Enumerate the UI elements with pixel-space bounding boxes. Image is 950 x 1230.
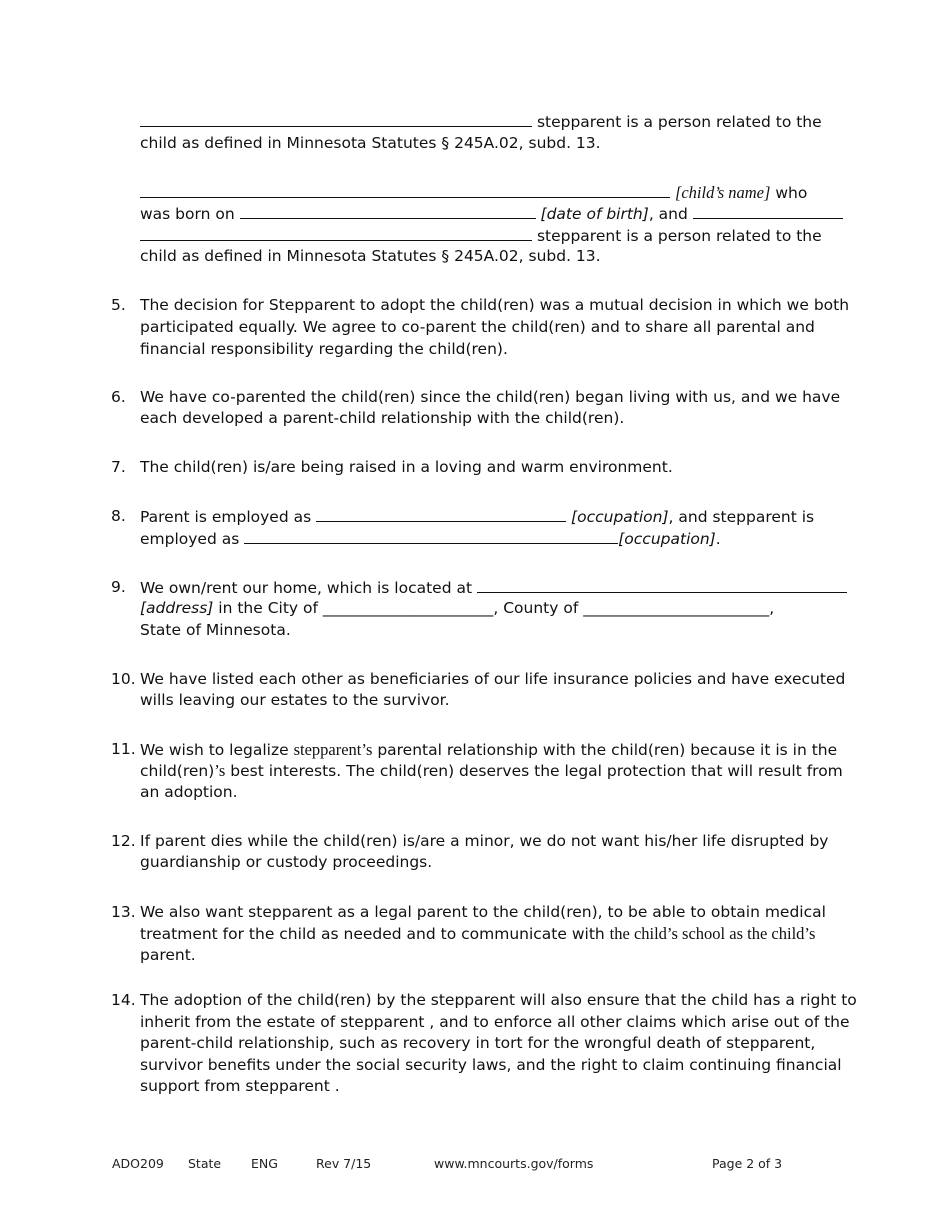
item-number: 8. bbox=[111, 507, 126, 525]
parent-occupation-blank[interactable] bbox=[316, 506, 566, 522]
item-14-line5: support from stepparent . bbox=[140, 1077, 340, 1095]
footer-state: State bbox=[188, 1156, 222, 1171]
footer-lang: ENG bbox=[251, 1156, 278, 1171]
footer-rev: Rev 7/15 bbox=[316, 1156, 372, 1171]
item-10-line1: We have listed each other as beneficiaries of our life insurance policies and have executed bbox=[140, 670, 846, 688]
item-number: 13. bbox=[111, 903, 136, 921]
item-12-line1: If parent dies while the child(ren) is/are a minor, we do not want his/her life disrupted by bbox=[140, 832, 829, 850]
block-b-line2: was born on [date of birth], and bbox=[140, 203, 843, 225]
item-number: 12. bbox=[111, 832, 136, 850]
item-number: 11. bbox=[111, 740, 136, 758]
footer-url[interactable]: www.mncourts.gov/forms bbox=[434, 1156, 594, 1171]
footer-page: Page 2 of 3 bbox=[712, 1156, 783, 1171]
item-number: 14. bbox=[111, 991, 136, 1009]
item-8-line2: employed as [occupation]. bbox=[140, 530, 721, 548]
block-a-line1: stepparent is a person related to the bbox=[140, 111, 822, 133]
item-13-line2: treatment for the child as needed and to communicate with the child’s school as the child’s bbox=[140, 924, 816, 943]
item-14-line3: parent-child relationship, such as recovery in tort for the wrongful death of stepparent, bbox=[140, 1034, 816, 1052]
child-name-blank[interactable] bbox=[140, 182, 670, 198]
item-11-line1: We wish to legalize stepparent’s parental relationship with the child(ren) because it is in the bbox=[140, 740, 838, 759]
date-of-birth-blank[interactable] bbox=[240, 203, 536, 219]
item-number: 10. bbox=[111, 670, 136, 688]
blank-line[interactable] bbox=[693, 203, 843, 219]
item-9-line2: [address] in the City of ______________________, County of ________________________, bbox=[140, 599, 775, 617]
item-9-line3: State of Minnesota. bbox=[140, 621, 291, 639]
address-blank[interactable] bbox=[477, 577, 847, 593]
blank-line[interactable] bbox=[140, 111, 532, 127]
footer-form-id: ADO209 bbox=[112, 1156, 164, 1171]
item-6-line2: each developed a parent-child relationship with the child(ren). bbox=[140, 409, 625, 427]
item-14-line4: survivor benefits under the social security laws, and the right to claim continuing financial bbox=[140, 1056, 842, 1074]
item-5-line3: financial responsibility regarding the child(ren). bbox=[140, 340, 508, 358]
block-b-line3: stepparent is a person related to the bbox=[140, 225, 822, 247]
stepparent-occupation-blank[interactable] bbox=[244, 528, 618, 544]
block-a-line2: child as defined in Minnesota Statutes § 245A.02, subd. 13. bbox=[140, 134, 601, 152]
item-5-line1: The decision for Stepparent to adopt the child(ren) was a mutual decision in which we both bbox=[140, 296, 850, 314]
blank-line[interactable] bbox=[140, 225, 532, 241]
block-b-line1: [child’s name] who bbox=[140, 182, 807, 204]
item-number: 5. bbox=[111, 296, 126, 314]
item-5-line2: participated equally. We agree to co-parent the child(ren) and to share all parental and bbox=[140, 318, 815, 336]
item-8-line1: Parent is employed as [occupation], and stepparent is bbox=[140, 508, 815, 526]
item-13-line1: We also want stepparent as a legal parent to the child(ren), to be able to obtain medical bbox=[140, 903, 826, 921]
item-10-line2: wills leaving our estates to the survivor. bbox=[140, 691, 450, 709]
item-14-line2: inherit from the estate of stepparent , and to enforce all other claims which arise out of the bbox=[140, 1013, 850, 1031]
item-14-line1: The adoption of the child(ren) by the stepparent will also ensure that the child has a right to bbox=[140, 991, 857, 1009]
item-9-line1: We own/rent our home, which is located at bbox=[140, 577, 847, 599]
item-11-line3: an adoption. bbox=[140, 783, 238, 801]
item-7-line1: The child(ren) is/are being raised in a loving and warm environment. bbox=[140, 458, 673, 476]
item-12-line2: guardianship or custody proceedings. bbox=[140, 853, 433, 871]
item-number: 9. bbox=[111, 578, 126, 596]
item-13-line3: parent. bbox=[140, 946, 196, 964]
block-b-line4: child as defined in Minnesota Statutes § 245A.02, subd. 13. bbox=[140, 247, 601, 265]
item-6-line1: We have co-parented the child(ren) since the child(ren) began living with us, and we have bbox=[140, 388, 841, 406]
item-number: 6. bbox=[111, 388, 126, 406]
item-number: 7. bbox=[111, 458, 126, 476]
item-11-line2: child(ren)’s best interests. The child(ren) deserves the legal protection that will result from bbox=[140, 761, 843, 780]
